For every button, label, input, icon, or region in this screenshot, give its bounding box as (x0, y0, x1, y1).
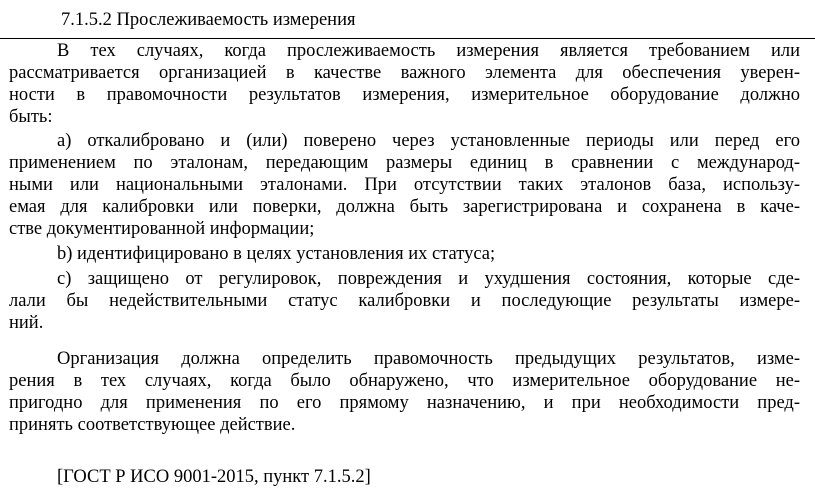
section-heading-row (0, 0, 815, 39)
paragraph-line: ности в правомочности результатов измерения, измерительное оборудование должно (9, 85, 800, 105)
list-item-a-line: а) откалибровано и (или) поверено через установленные периоды или перед его (57, 131, 800, 151)
list-item-a-line: стве документированной информации; (9, 219, 315, 239)
list-item-a-line: ными или национальными эталонами. При отсутствии таких эталонов база, использу- (9, 175, 800, 195)
section-heading: 7.1.5.2 Прослеживаемость измерения (61, 10, 356, 30)
list-item-c-line: ний. (9, 313, 44, 333)
list-item-a-line: емая для калибровки или поверки, должна быть зарегистрирована и сохранена в каче- (9, 197, 800, 217)
paragraph-line: быть: (9, 107, 53, 127)
list-item-c-line: c) защищено от регулировок, повреждения и ухудшения состояния, которые сде- (57, 269, 800, 289)
list-item-b-line: b) идентифицировано в целях установления их статуса; (57, 244, 496, 264)
source-citation: [ГОСТ Р ИСО 9001-2015, пункт 7.1.5.2] (57, 467, 371, 487)
paragraph-line: рения в тех случаях, когда было обнаружено, что измерительное оборудование не- (9, 371, 800, 391)
list-item-a-line: применением по эталонам, передающим размеры единиц в сравнении с международ- (9, 153, 800, 173)
paragraph-line: пригодно для применения по его прямому назначению, и при необходимости пред- (9, 393, 800, 413)
paragraph-line: Организация должна определить правомочность предыдущих результатов, изме- (57, 349, 800, 369)
paragraph-line: рассматривается организацией в качестве важного элемента для обеспечения уверен- (9, 63, 800, 83)
list-item-c-line: лали бы недействительными статус калибровки и последующие результаты измере- (9, 291, 800, 311)
paragraph-line: принять соответствующее действие. (9, 415, 296, 435)
paragraph-line: В тех случаях, когда прослеживаемость измерения является требованием или (57, 41, 800, 61)
